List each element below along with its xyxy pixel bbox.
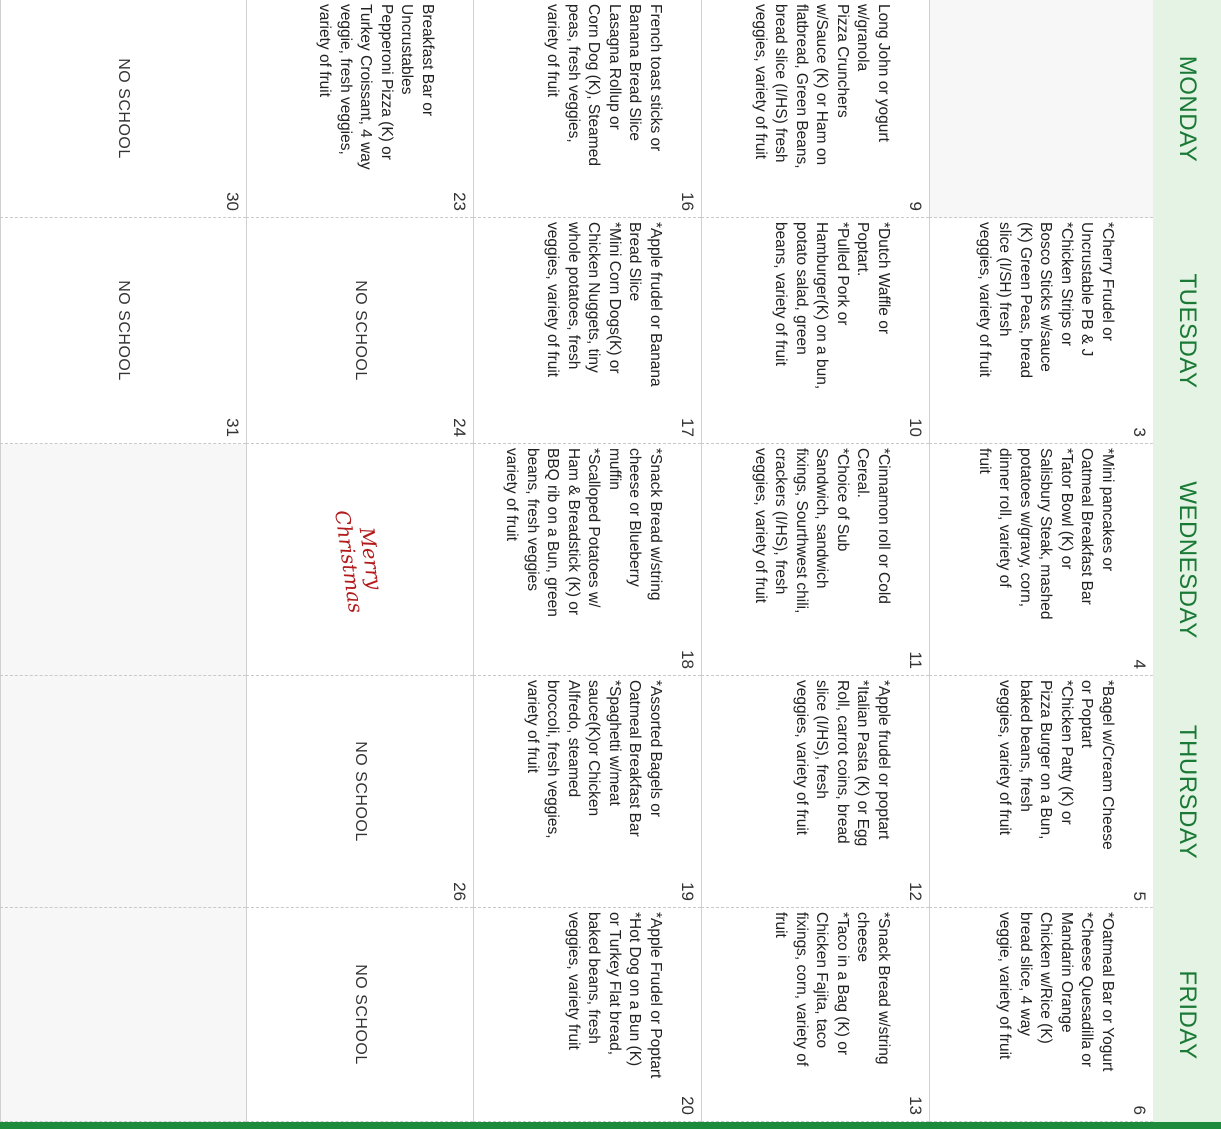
day-cell: [0, 218, 246, 444]
day-cell: [473, 908, 701, 1122]
date-number: 12: [906, 882, 925, 901]
date-number: 11: [906, 651, 925, 669]
day-cell: [0, 908, 246, 1122]
day-cell: [701, 444, 929, 676]
date-number: 5: [1130, 891, 1149, 901]
day-cell: [246, 908, 473, 1122]
menu-text: *Snack Bread w/string cheese *Taco in a Bag (K) or Chicken Fajita, taco fixings, corn, variety of fruit: [772, 912, 892, 1067]
menu-text: *Apple Frudel or Poptart *Hot Dog on a Bun (K) or Turkey Flat bread, baked beans, fresh veggies, variety fruit: [565, 912, 664, 1079]
menu-text: *Oatmeal Bar or Yogurt *Cheese Quesadilla or Mandarin Orange Chicken w/Rice (K) bread slice, 4 way veggie, variety of fruit: [996, 912, 1116, 1072]
calendar-border: [0, 1122, 1221, 1129]
date-number: 26: [450, 882, 469, 901]
day-cell: [0, 676, 246, 908]
day-cell: [929, 218, 1153, 444]
day-cell: [473, 444, 701, 676]
weekday-wednesday: WEDNESDAY: [1174, 481, 1201, 639]
day-cell: [701, 908, 929, 1122]
no-school-note: NO SCHOOL: [115, 58, 133, 159]
menu-text: *Cinnamon roll or Cold Cereal. *Choice of Sub Sandwich, sandwich fixings, Sourthwest chili, crackers (I/HS), fresh veggies, variety of fruit: [752, 448, 892, 614]
day-cell: [246, 444, 473, 676]
merry-christmas-graphic: Merry Christmas: [330, 508, 388, 614]
date-number: 6: [1130, 1105, 1149, 1115]
date-number: 4: [1130, 659, 1149, 669]
menu-text: *Snack Bread w/string cheese or Blueberry muffin *Scalloped Potatoes w/ Ham & Breadstick (K) or BBQ rib on a Bun, green beans, fresh veggies variety of fruit: [503, 448, 664, 617]
day-cell: [246, 218, 473, 444]
day-cell: [929, 908, 1153, 1122]
date-number: 23: [450, 192, 469, 211]
menu-text: *Apple frudel or poptart *Italian Pasta (K) or Egg Roll, carrot coins, bread slice (I/HS), fresh veggies, variety of fruit: [793, 680, 892, 847]
no-school-note: NO SCHOOL: [352, 741, 369, 842]
no-school-note: NO SCHOOL: [115, 280, 133, 381]
day-cell: [246, 676, 473, 908]
date-number: 3: [1130, 427, 1149, 437]
day-cell: [473, 676, 701, 908]
no-school-note: NO SCHOOL: [352, 280, 369, 381]
weekday-friday: FRIDAY: [1174, 970, 1201, 1060]
menu-text: *Bagel w/Cream Cheese or Poptart *Chicken Patty (K) or Pizza Burger on a Bun, baked beans, fresh veggies, variety of fruit: [996, 680, 1116, 850]
weekday-monday: MONDAY: [1174, 55, 1201, 163]
menu-text: *Assorted Bagels or Oatmeal Breakfast Bar *Spaghetti w/meat sauce(K)or Chicken Alfredo, steamed broccoli, fresh veggies, variety of fruit: [524, 680, 664, 839]
date-number: 31: [223, 418, 242, 437]
date-number: 19: [678, 882, 697, 901]
day-cell: [929, 444, 1153, 676]
weekday-thursday: THURSDAY: [1174, 724, 1201, 860]
date-number: 16: [678, 192, 697, 211]
menu-text: *Apple frudel or Banana Bread Slice *Mini Corn Dogs(K) or Chicken Nuggets, tiny whole potatoes, fresh veggies, variety of fruit: [544, 222, 664, 387]
date-number: 13: [906, 1096, 925, 1115]
date-number: 18: [678, 650, 697, 669]
day-cell: [473, 218, 701, 444]
menu-text: *Dutch Waffle or Poptart. *Pulled Pork or Hamburger(K) on a bun, potato salad, green beans, variety of fruit: [772, 222, 892, 390]
day-cell: [0, 444, 246, 676]
menu-text: *Cherry Frudel or Uncrustable PB & J *Chicken Strips or Bosco Sticks w/sauce (K) Green Peas, bread slice (I/SH) fresh veggies, variety of fruit: [976, 222, 1116, 378]
menu-text: Long John or yogurt w/granola Pizza Crunchers w/Sauce (K) or Ham on flatbread, Green Beans, bread slice (I/HS) fresh veggies, variety of fruit: [752, 4, 892, 169]
menu-text: Breakfast Bar or Uncrustables Pepperoni Pizza (K) or Turkey Croissant, 4 way veggie, fresh veggies, variety of fruit: [316, 4, 436, 170]
date-number: 20: [678, 1096, 697, 1115]
date-number: 30: [223, 192, 242, 211]
date-number: 17: [678, 418, 697, 437]
day-cell: [246, 0, 473, 218]
day-cell: [929, 676, 1153, 908]
day-cell: [701, 0, 929, 218]
menu-text: French toast sticks or Banana Bread Slice Lasagna Rollup or Corn Dog (K), Steamed peas, fresh veggies, variety of fruit: [544, 4, 664, 166]
weekday-tuesday: TUESDAY: [1174, 273, 1201, 389]
weekday-header-row: [1150, 0, 1221, 1129]
menu-text: *Mini pancakes or Oatmeal Breakfast Bar *Tator Bowl (K) or Salisbury Steak, mashed potatoes w/gravy, corn, dinner roll, variety of fruit: [976, 448, 1116, 620]
date-number: 10: [906, 418, 925, 437]
date-number: 24: [450, 418, 469, 437]
day-cell: [0, 0, 246, 218]
date-number: 9: [906, 201, 925, 211]
day-cell: [929, 0, 1153, 218]
day-cell: [701, 676, 929, 908]
day-cell: [701, 218, 929, 444]
day-cell: [473, 0, 701, 218]
no-school-note: NO SCHOOL: [352, 964, 369, 1065]
